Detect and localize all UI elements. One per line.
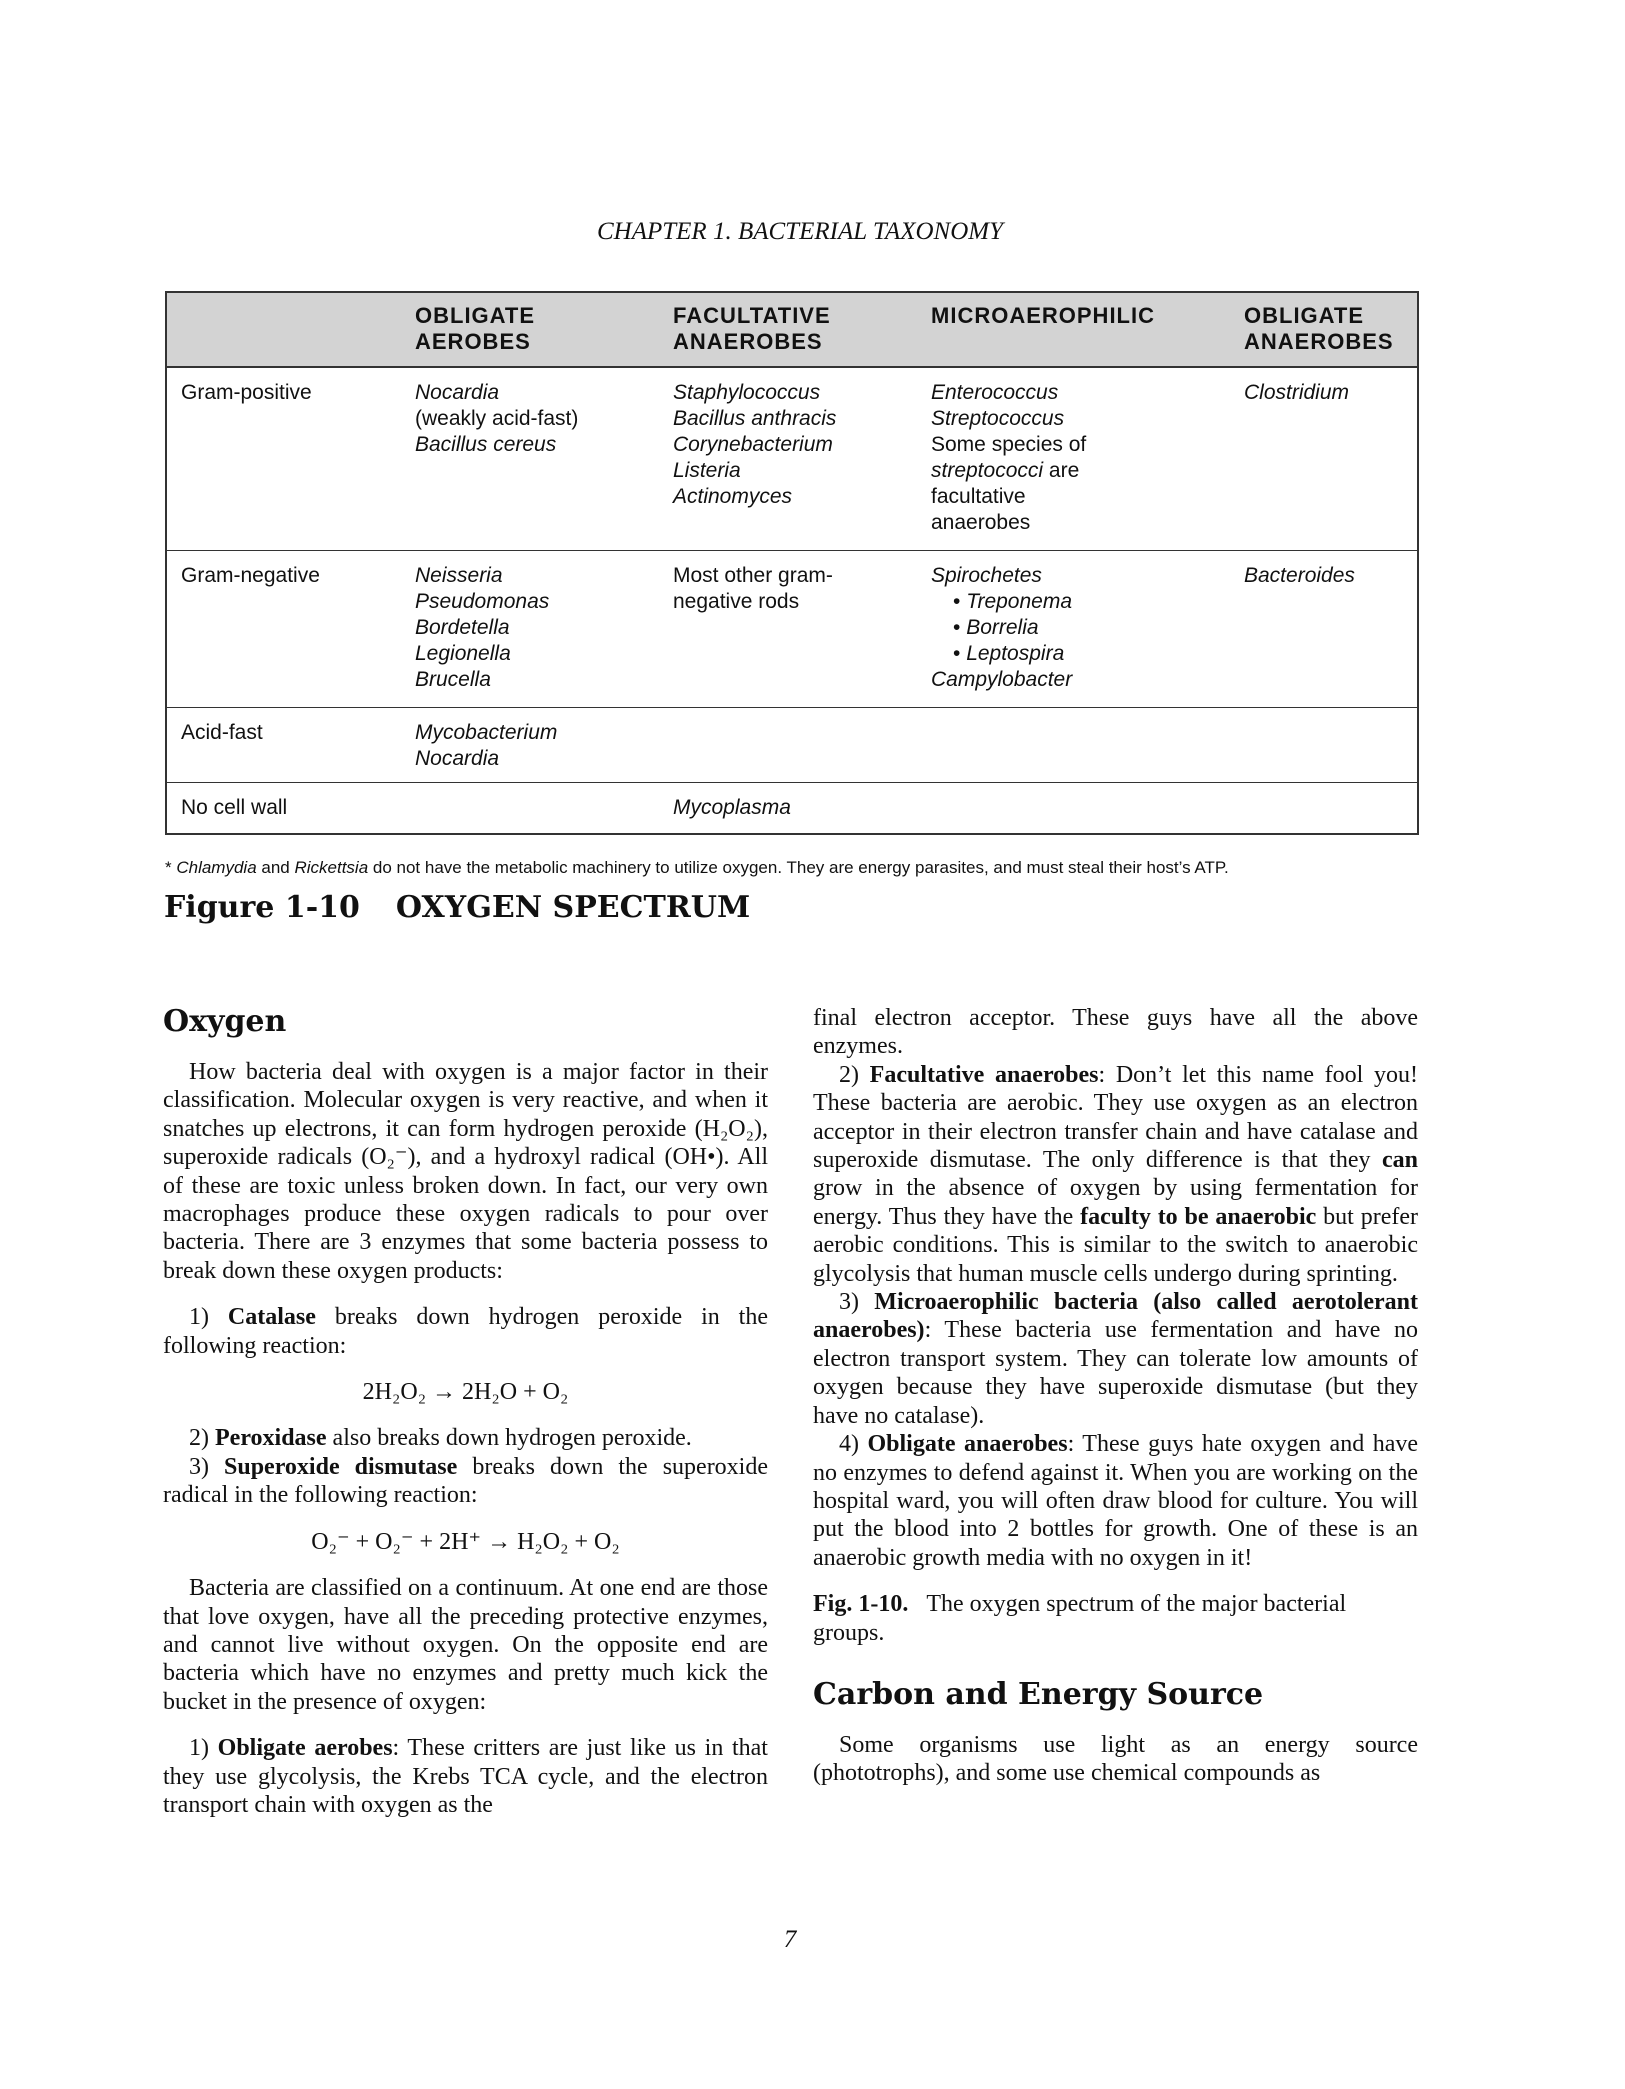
header-obligate-anaerobes: OBLIGATE ANAEROBES: [1244, 303, 1394, 354]
page-number: 7: [783, 1926, 797, 1953]
cell-facultative: Mycoplasma: [673, 796, 791, 819]
list-item-obligate-aerobes: 1) Obligate aerobes: These critters are just like us in that they use glycolysis, the Krebs TCA cycle, and the electron transport chain with oxygen as the: [163, 1735, 768, 1818]
header-microaerophilic: MICROAEROPHILIC: [931, 303, 1155, 328]
cell-facultative: Most other gram- negative rods: [673, 564, 833, 613]
cell-microaerophilic: Enterococcus Streptococcus Some species of streptococci are facultative anaerobes: [931, 381, 1087, 534]
list-item-microaerophilic: 3) Microaerophilic bacteria (also called aerotolerant anaerobes): These bacteria use fermentation and have no electron transport system. They can tolerate low amounts of oxygen because they have superoxide dismutase (but they have no catalase).: [813, 1289, 1419, 1429]
table-row-gram-positive: [167, 368, 1417, 551]
table-footnote: * Chlamydia and Rickettsia do not have the metabolic machinery to utilize oxygen. They are energy parasites, and must steal their host’s ATP.: [165, 858, 1229, 877]
table-row-gram-negative: [167, 551, 1417, 708]
section-heading-oxygen: Oxygen: [163, 1004, 287, 1039]
list-item-facultative-anaerobes: 2) Facultative anaerobes: Don’t let this name fool you! These bacteria are aerobic. They use oxygen as an electron acceptor in their electron transfer chain and have catalase and superoxide dismutase. The only difference is that they can grow in the absence of oxygen by using fermentation for energy. Thus they have the faculty to be anaerobic but prefer aerobic conditions. This is similar to the switch to anaerobic glycolysis that human muscle cells undergo during sprinting.: [813, 1061, 1418, 1287]
cell-obligate-aerobes: Neisseria Pseudomonas Bordetella Legionella Brucella: [415, 564, 550, 691]
cell-obligate-aerobes: Mycobacterium Nocardia: [415, 721, 558, 770]
paragraph: How bacteria deal with oxygen is a major factor in their classification. Molecular oxygen is very reactive, and when it snatches up electrons, it can form hydrogen peroxide (H₂O₂), superoxide radicals (O₂⁻), and a hydroxyl radical (OH•). All of these are toxic unless broken down. In fact, our very own macrophages produce these oxygen radicals to pour over bacteria. There are 3 enzymes that some bacteria possess to break down these oxygen products:: [163, 1059, 768, 1284]
cell-obligate-anaerobes: Clostridium: [1244, 381, 1350, 404]
figure-caption: Fig. 1-10. The oxygen spectrum of the major bacterial groups.: [813, 1591, 1347, 1646]
oxygen-spectrum-table: [165, 291, 1419, 835]
paragraph-continued: final electron acceptor. These guys have all the above enzymes.: [813, 1005, 1418, 1060]
figure-name: OXYGEN SPECTRUM: [395, 890, 751, 925]
list-item-superoxide-dismutase: 3) Superoxide dismutase breaks down the superoxide radical in the following reaction:: [163, 1453, 768, 1509]
equation-catalase: 2H₂O₂ → 2H₂O + O₂: [362, 1379, 569, 1406]
right-column: [813, 1004, 1418, 1788]
list-item-peroxidase: 2) Peroxidase also breaks down hydrogen peroxide.: [189, 1425, 692, 1452]
table-row-no-cell-wall: [167, 783, 1417, 833]
chapter-header: CHAPTER 1. BACTERIAL TAXONOMY: [596, 218, 1004, 245]
table-row-acid-fast: [167, 708, 1417, 783]
figure-title: [164, 890, 750, 925]
list-item-obligate-anaerobes: 4) Obligate anaerobes: These guys hate oxygen and have no enzymes to defend against it. When you are working on the hospital ward, you will often draw blood for culture. You will put the blood into 2 bottles for growth. One of these is an anaerobic growth media with no oxygen in it!: [813, 1431, 1418, 1571]
header-obligate-aerobes: OBLIGATE AEROBES: [415, 303, 536, 354]
section-heading-carbon: Carbon and Energy Source: [813, 1676, 1264, 1712]
row-label: No cell wall: [181, 796, 288, 819]
equation-superoxide: O₂⁻ + O₂⁻ + 2H⁺ → H₂O₂ + O₂: [311, 1528, 620, 1555]
header-facultative-anaerobes: FACULTATIVE ANAEROBES: [673, 303, 831, 354]
paragraph: Bacteria are classified on a continuum. At one end are those that love oxygen, have all the preceding protective enzymes, and cannot live without oxygen. On the opposite end are bacteria which have no enzymes and pretty much kick the bucket in the presence of oxygen:: [163, 1575, 768, 1715]
cell-obligate-aerobes: Nocardia (weakly acid-fast) Bacillus cereus: [415, 381, 579, 456]
cell-microaerophilic: Spirochetes • Treponema • Borrelia • Leptospira Campylobacter: [931, 563, 1072, 693]
list-item-catalase: 1) Catalase breaks down hydrogen peroxide in the following reaction:: [163, 1304, 768, 1359]
paragraph: Some organisms use light as an energy source (phototrophs), and some use chemical compounds as: [813, 1731, 1418, 1787]
row-label: Acid-fast: [181, 721, 263, 744]
figure-number: Figure 1-10: [164, 890, 360, 925]
row-label: Gram-negative: [181, 564, 320, 587]
table-header-row: [167, 293, 1417, 368]
left-column: [163, 1004, 768, 1819]
cell-facultative: Staphylococcus Bacillus anthracis Corynebacterium Listeria Actinomyces: [673, 381, 837, 508]
row-label: Gram-positive: [181, 381, 312, 404]
cell-obligate-anaerobes: Bacteroides: [1244, 564, 1355, 587]
